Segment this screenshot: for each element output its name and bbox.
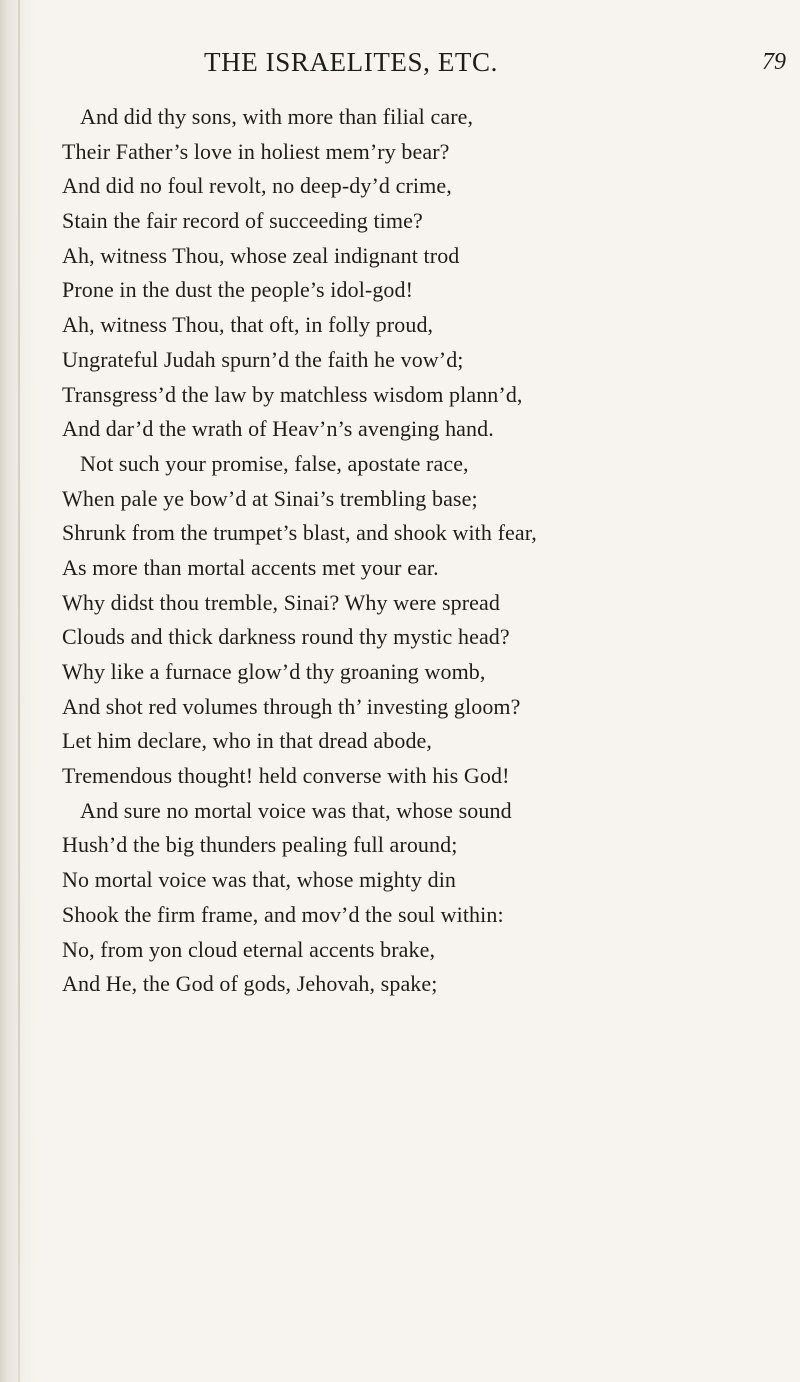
poem-line: Shook the firm frame, and mov’d the soul within: [62,901,504,927]
poem-line: Stain the fair record of succeeding time? [62,208,423,234]
poem-text [62,100,792,1002]
running-title: THE ISRAELITES, ETC. [204,47,498,77]
poem-line: As more than mortal accents met your ear. [62,554,439,580]
poem-line: Ungrateful Judah spurn’d the faith he vow’d; [62,346,464,372]
poem-line: When pale ye bow’d at Sinai’s trembling base; [62,485,478,511]
poem-line: And He, the God of gods, Jehovah, spake; [62,971,438,997]
page-number: 79 [762,49,786,75]
poem-line: Tremendous thought! held converse with his God! [62,763,510,789]
poem-line: Prone in the dust the people’s idol-god! [62,277,414,303]
poem-line: And dar’d the wrath of Heav’n’s avenging hand. [62,416,494,442]
poem-line: And did no foul revolt, no deep-dy’d crime, [62,173,452,199]
poem-line: Ah, witness Thou, that oft, in folly proud, [62,312,434,338]
poem-line: Why didst thou tremble, Sinai? Why were spread [62,589,500,615]
poem-line: Their Father’s love in holiest mem’ry bear? [62,138,450,164]
poem-line: No, from yon cloud eternal accents brake, [62,936,436,962]
page-gutter-line [18,0,20,1382]
poem-line: Let him declare, who in that dread abode, [62,728,433,754]
poem-line: And sure no mortal voice was that, whose sound [80,797,512,823]
poem-line: And shot red volumes through th’ investing gloom? [62,693,521,719]
poem-line: Hush’d the big thunders pealing full around; [62,832,458,858]
poem-line: Ah, witness Thou, whose zeal indignant trod [62,242,460,268]
running-head [0,42,800,82]
poem-line: Transgress’d the law by matchless wisdom plann’d, [62,381,523,407]
poem-line: No mortal voice was that, whose mighty din [62,867,457,893]
poem-line: Shrunk from the trumpet’s blast, and shook with fear, [62,520,537,546]
poem-line: Not such your promise, false, apostate race, [80,450,469,476]
poem-line: Why like a furnace glow’d thy groaning womb, [62,659,486,684]
poem-line: And did thy sons, with more than filial care, [80,104,474,129]
poem-line: Clouds and thick darkness round thy mystic head? [62,624,510,650]
